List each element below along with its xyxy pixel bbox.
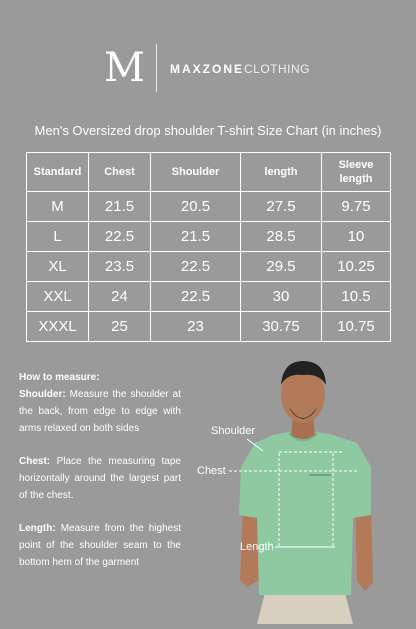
shoulder-instruction bbox=[19, 386, 181, 437]
shoulder-label: Shoulder: bbox=[19, 389, 66, 400]
chest-print-mark bbox=[309, 474, 331, 476]
cell-sleeve: 10.25 bbox=[322, 252, 391, 282]
table-header-row bbox=[27, 153, 391, 192]
header-sleeve-length: Sleeve length bbox=[322, 153, 391, 192]
size-chart-table bbox=[26, 152, 391, 342]
cell-length: 30.75 bbox=[241, 312, 322, 342]
length-instruction bbox=[19, 520, 181, 571]
chest-label: Chest: bbox=[19, 456, 51, 467]
brand-monogram: M bbox=[104, 45, 143, 91]
table-row bbox=[27, 312, 391, 342]
how-to-heading: How to measure: bbox=[19, 372, 100, 383]
cell-size: L bbox=[27, 222, 89, 252]
table-row bbox=[27, 192, 391, 222]
cell-sleeve: 10 bbox=[322, 222, 391, 252]
header-shoulder: Shoulder bbox=[151, 153, 241, 192]
shoulder-text: Measure the shoulder at the back, from edge to edge with arms relaxed on both sides bbox=[19, 389, 181, 434]
cell-length: 27.5 bbox=[241, 192, 322, 222]
cell-sleeve: 10.5 bbox=[322, 282, 391, 312]
cell-length: 29.5 bbox=[241, 252, 322, 282]
callout-chest: Chest bbox=[197, 465, 226, 477]
cell-size: M bbox=[27, 192, 89, 222]
how-to-measure bbox=[19, 369, 181, 587]
brand-wordmark bbox=[170, 62, 310, 76]
length-label: Length: bbox=[19, 523, 56, 534]
brand-logo bbox=[0, 44, 416, 94]
cell-sleeve: 10.75 bbox=[322, 312, 391, 342]
header-length: length bbox=[241, 153, 322, 192]
brand-name: MAXZONE bbox=[170, 62, 244, 76]
cell-chest: 24 bbox=[89, 282, 151, 312]
cell-size: XXL bbox=[27, 282, 89, 312]
table-row bbox=[27, 252, 391, 282]
cell-size: XL bbox=[27, 252, 89, 282]
brand-suffix: CLOTHING bbox=[244, 62, 311, 76]
header-chest: Chest bbox=[89, 153, 151, 192]
cell-length: 30 bbox=[241, 282, 322, 312]
cell-sleeve: 9.75 bbox=[322, 192, 391, 222]
cell-shoulder: 22.5 bbox=[151, 282, 241, 312]
length-text: Measure from the highest point of the shoulder seam to the bottom hem of the garment bbox=[19, 523, 181, 568]
table-row bbox=[27, 222, 391, 252]
pants-shape bbox=[257, 593, 353, 624]
cell-shoulder: 23 bbox=[151, 312, 241, 342]
callout-length: Length bbox=[240, 541, 274, 553]
chest-instruction bbox=[19, 453, 181, 504]
cell-shoulder: 20.5 bbox=[151, 192, 241, 222]
cell-chest: 22.5 bbox=[89, 222, 151, 252]
tshirt-shape bbox=[239, 431, 371, 595]
chest-text: Place the measuring tape horizontally around the largest part of the chest. bbox=[19, 456, 181, 501]
model-figure bbox=[185, 355, 416, 624]
cell-chest: 21.5 bbox=[89, 192, 151, 222]
logo-divider bbox=[156, 44, 157, 92]
cell-chest: 23.5 bbox=[89, 252, 151, 282]
cell-chest: 25 bbox=[89, 312, 151, 342]
cell-shoulder: 22.5 bbox=[151, 252, 241, 282]
cell-size: XXXL bbox=[27, 312, 89, 342]
size-chart-title: Men's Oversized drop shoulder T-shirt Size Chart (in inches) bbox=[34, 123, 382, 138]
cell-shoulder: 21.5 bbox=[151, 222, 241, 252]
header-standard: Standard bbox=[27, 153, 89, 192]
table-row bbox=[27, 282, 391, 312]
callout-shoulder: Shoulder bbox=[211, 425, 256, 437]
cell-length: 28.5 bbox=[241, 222, 322, 252]
model-illustration bbox=[185, 355, 416, 624]
